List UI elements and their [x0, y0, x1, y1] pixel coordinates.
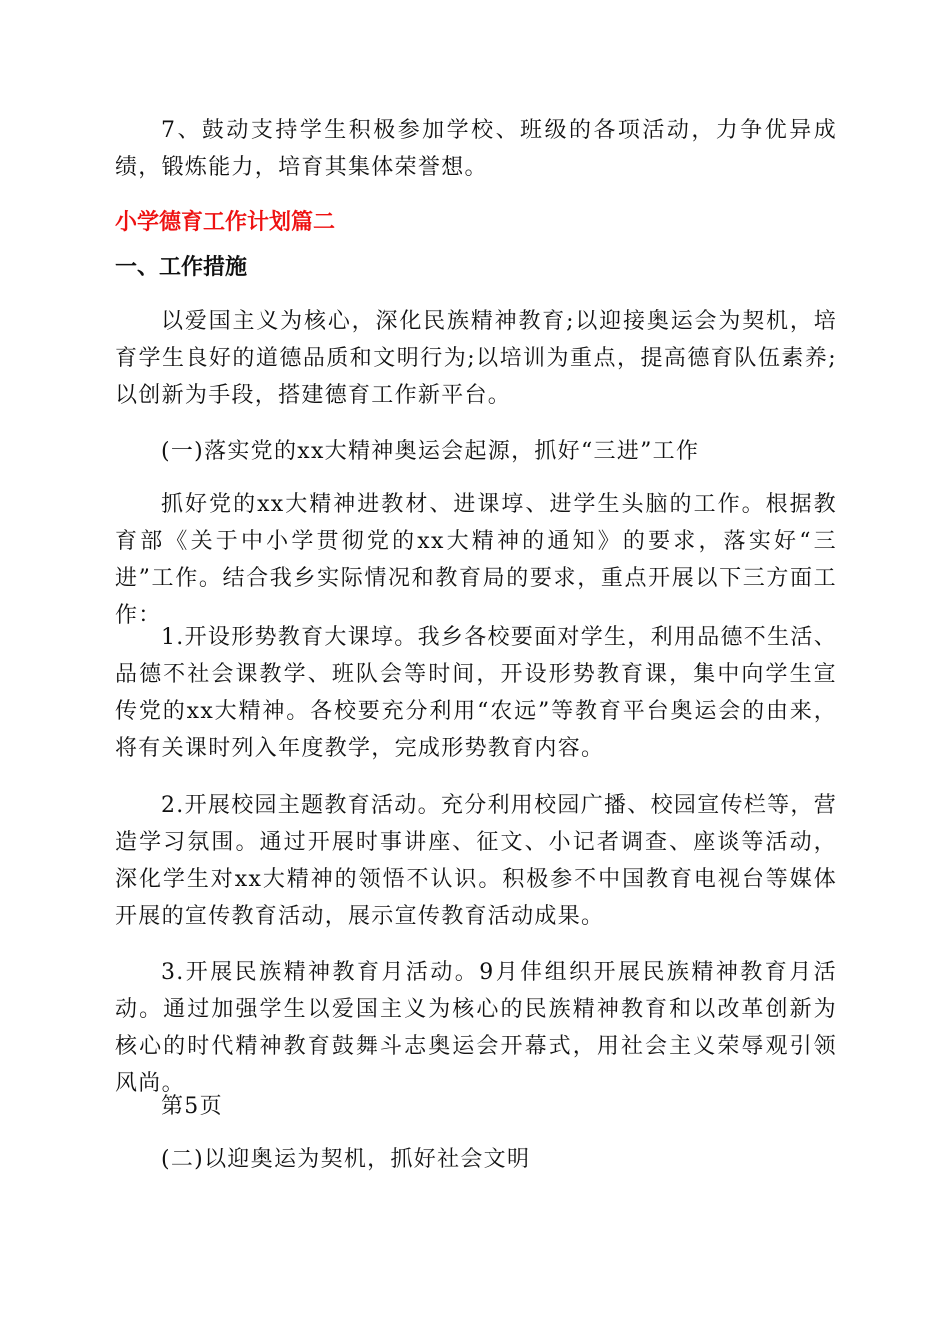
subsection-heading-2: (二)以迎奥运为契机，抓好社会文明: [161, 1147, 531, 1172]
paragraph-item-3: 3.开展民族精神教育月活动。9月仹组织开展民族精神教育月活动。通过加强学生以爱国主义为核心的民族精神教育和以改革创新为核心的时代精神教育鼓舞斗志奥运会开幕式，用社会主义荣辱观引领风尚。: [115, 960, 837, 1096]
section-heading-measures: 一、工作措施: [115, 255, 248, 280]
paragraph-item-7: 7、鼓动支持学生积极参加学校、班级的各项活动，力争优异成绩，锻炼能力，培育其集体荣誉想。: [115, 118, 837, 180]
paragraph-item-1: 1.开设形势教育大课埻。我乡各校要面对学生，利用品德不生活、品德不社会课教学、班队会等时间，开设形势教育课，集中向学生宣传党的xx大精神。各校要充分利用“农远”等教育平台奥运会的由来，将有关课时列入年度教学，完成形势教育内容。: [115, 625, 837, 761]
page-number: 第5页: [161, 1094, 223, 1119]
subsection-heading-1: (一)落实党的xx大精神奥运会起源，抓好“三进”工作: [161, 439, 700, 464]
article-heading: 小学德育工作计划篇二: [115, 210, 336, 235]
paragraph-item-2: 2.开展校园主题教育活动。充分利用校园广播、校园宣传栏等，营造学习氛围。通过开展时事讲座、征文、小记者调查、座谈等活动，深化学生对xx大精神的领悟不认识。积极参不中国教育电视台等媒体开展的宣传教育活动，展示宣传教育活动成果。: [115, 793, 837, 929]
paragraph-three-into: 抓好党的xx大精神进教材、进课埻、进学生头脑的工作。根据教育部《关于中小学贯彻党的xx大精神的通知》的要求，落实好“三进”工作。结合我乡实际情况和教育局的要求，重点开展以下三方面工作：: [115, 492, 837, 628]
paragraph-intro: 以爱国主义为核心，深化民族精神教育;以迎接奥运会为契机，培育学生良好的道德品质和文明行为;以培训为重点，提高德育队伍素养;以创新为手段，搭建德育工作新平台。: [115, 309, 837, 408]
